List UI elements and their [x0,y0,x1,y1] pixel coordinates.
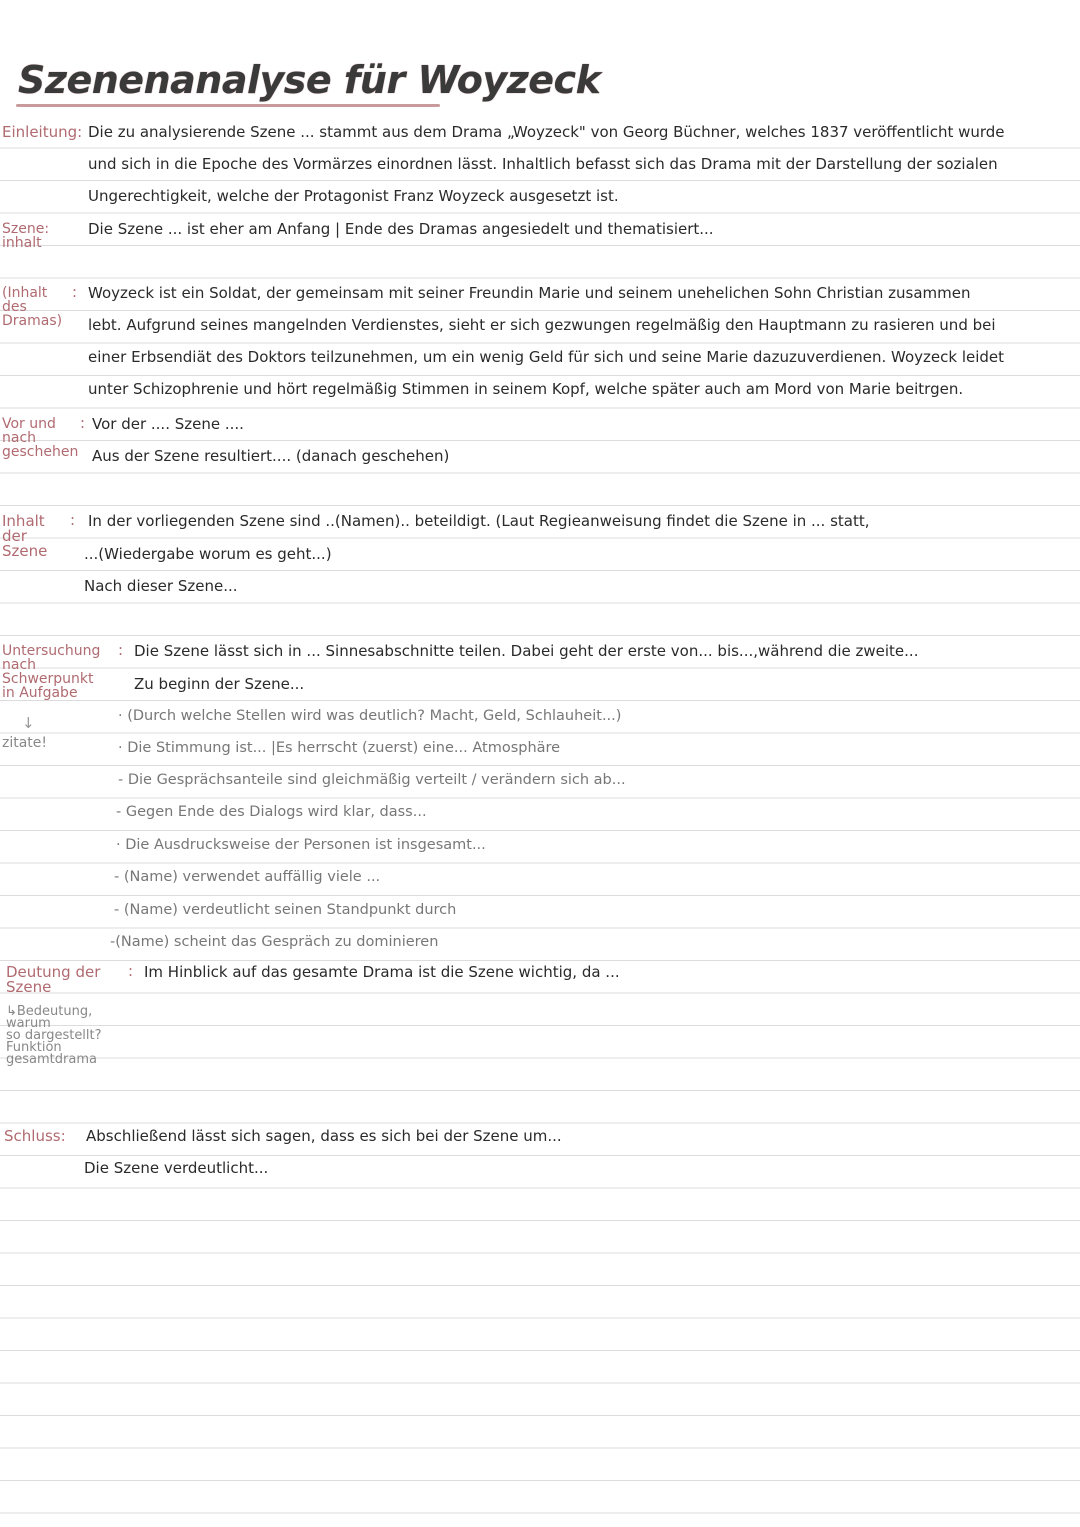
label-einleitung: Einleitung: [2,123,83,141]
colon: : [128,962,134,980]
title-underline [16,104,440,107]
untersuchung-line-2: Zu beginn der Szene... [134,675,305,693]
label-vor-nach: Vor und nach geschehen [2,416,79,460]
untersuchung-bullet-4: - Gegen Ende des Dialogs wird klar, dass... [116,804,427,820]
schluss-line-1: Abschließend lässt sich sagen, dass es sich bei der Szene um... [86,1127,562,1145]
inhalt-dramas-line-4: unter Schizophrenie und hört regelmäßig Stimmen in seinem Kopf, welche später auch am Mord von Marie beitrgen. [88,380,964,398]
untersuchung-bullet-8: -(Name) scheint das Gespräch zu dominieren [110,934,439,950]
colon: : [80,414,86,432]
schluss-line-2: Die Szene verdeutlicht... [84,1159,269,1177]
label-untersuchung: Untersuchung nach Schwerpunkt in Aufgabe [2,643,101,701]
inhalt-szene-line-3: Nach dieser Szene... [84,577,238,595]
einleitung-line-3: Ungerechtigkeit, welche der Protagonist Franz Woyzeck ausgesetzt ist. [88,187,619,205]
colon: : [70,511,76,529]
deutung-line-1: Im Hinblick auf das gesamte Drama ist die Szene wichtig, da ... [144,963,620,981]
inhalt-dramas-line-1: Woyzeck ist ein Soldat, der gemeinsam mit seiner Freundin Marie und seinem unehelichen Sohn Christian zusammen [88,284,971,302]
untersuchung-bullet-3: - Die Gesprächsanteile sind gleichmäßig verteilt / verändern sich ab... [118,772,626,788]
einleitung-line-1: Die zu analysierende Szene ... stammt aus dem Drama „Woyzeck" von Georg Büchner, welches 1837 veröffentlicht wurde [88,123,1005,141]
inhalt-dramas-line-3: einer Erbsendiät des Doktors teilzunehmen, um ein wenig Geld für sich und seine Marie dazuzuverdienen. Woyzeck leidet [88,348,1005,366]
inhalt-szene-line-2: ...(Wiedergabe worum es geht...) [84,545,332,563]
vor-nach-line-2: Aus der Szene resultiert.... (danach geschehen) [92,447,450,465]
inhalt-dramas-line-2: lebt. Aufgrund seines mangelnden Verdienstes, sieht er sich gezwungen regelmäßig den Hauptmann zu rasieren und bei [88,316,996,334]
untersuchung-bullet-2: · Die Stimmung ist... |Es herrscht (zuerst) eine... Atmosphäre [118,740,561,756]
down-arrow-icon: ↓ [22,714,35,732]
einleitung-line-4: Die Szene ... ist eher am Anfang | Ende des Dramas angesiedelt und thematisiert... [88,220,714,238]
untersuchung-bullet-7: - (Name) verdeutlicht seinen Standpunkt durch [114,902,457,918]
vor-nach-line-1: Vor der .... Szene .... [92,415,244,433]
inhalt-szene-line-1: In der vorliegenden Szene sind ..(Namen).. beteildigt. (Laut Regieanweisung findet die Szene in ... statt, [88,512,870,530]
untersuchung-line-1: Die Szene lässt sich in ... Sinnesabschnitte teilen. Dabei geht der erste von... bis...,während die zweite... [134,642,919,660]
colon: : [118,641,124,659]
colon: : [72,283,78,301]
label-zitate: zitate! [2,735,48,751]
label-deutung: Deutung der Szene [6,963,101,996]
label-inhalt-dramas: (Inhalt des Dramas) [2,285,63,329]
label-deutung-sub: ↳Bedeutung, warum so dargestellt? Funktion gesamtdrama [6,1004,102,1067]
label-szene-inhalt: Szene: inhalt [2,221,50,251]
label-schluss: Schluss: [4,1127,66,1145]
page-title: Szenenanalyse für Woyzeck [18,58,601,102]
einleitung-line-2: und sich in die Epoche des Vormärzes einordnen lässt. Inhaltlich befasst sich das Drama mit der Darstellung der sozialen [88,155,998,173]
label-inhalt-szene: Inhalt der Szene [2,512,48,560]
untersuchung-bullet-1: · (Durch welche Stellen wird was deutlich? Macht, Geld, Schlauheit...) [118,708,622,724]
untersuchung-bullet-5: · Die Ausdrucksweise der Personen ist insgesamt... [116,837,486,853]
untersuchung-bullet-6: - (Name) verwendet auffällig viele ... [114,869,381,885]
